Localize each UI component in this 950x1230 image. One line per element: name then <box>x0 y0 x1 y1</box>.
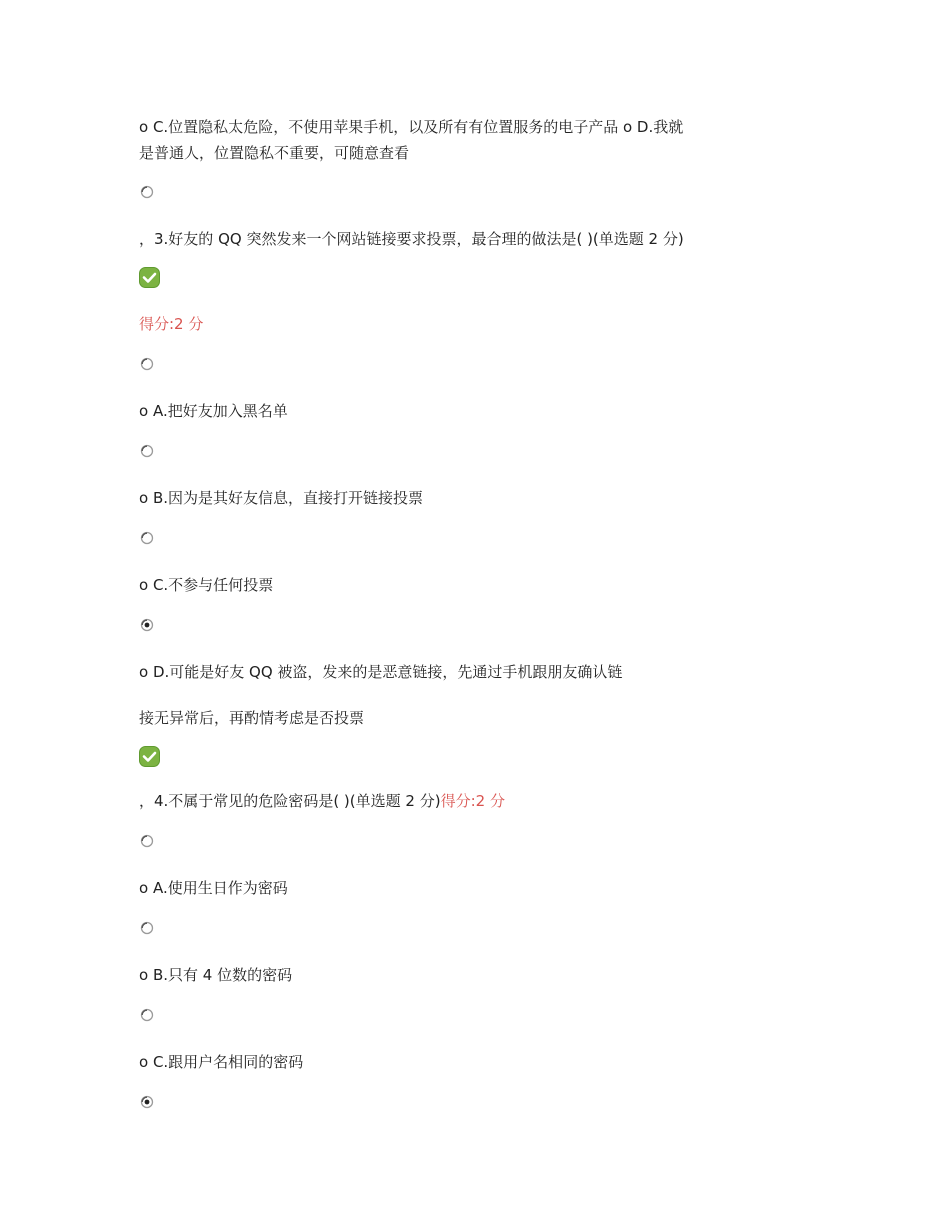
q4-option-c: o C.跟用户名相同的密码 <box>139 1053 304 1071</box>
q3-question: ，3.好友的 QQ 突然发来一个网站链接要求投票，最合理的做法是( )(单选题 2 分) <box>139 230 684 248</box>
radio-unselected-icon[interactable] <box>140 531 154 545</box>
correct-check-icon <box>139 267 160 288</box>
q4-option-b: o B.只有 4 位数的密码 <box>139 966 293 984</box>
q3-option-a: o A.把好友加入黑名单 <box>139 402 288 420</box>
q4-question: ，4.不属于常见的危险密码是( )(单选题 2 分) <box>139 792 441 810</box>
q3-option-b: o B.因为是其好友信息，直接打开链接投票 <box>139 489 424 507</box>
q4-question-line <box>139 791 505 811</box>
radio-unselected-icon[interactable] <box>140 444 154 458</box>
radio-selected-icon[interactable] <box>140 618 154 632</box>
q4-score: 得分:2 分 <box>440 792 505 810</box>
q3-score: 得分:2 分 <box>139 315 204 333</box>
correct-check-icon <box>139 746 160 767</box>
q2-option-c-d: o C.位置隐私太危险，不使用苹果手机，以及所有有位置服务的电子产品 o D.我就 <box>139 118 684 136</box>
radio-unselected-icon[interactable] <box>140 1008 154 1022</box>
radio-unselected-icon[interactable] <box>140 834 154 848</box>
q3-option-c: o C.不参与任何投票 <box>139 576 274 594</box>
radio-selected-icon[interactable] <box>140 1095 154 1109</box>
q4-option-a: o A.使用生日作为密码 <box>139 879 288 897</box>
radio-unselected-icon[interactable] <box>140 357 154 371</box>
q3-option-d: o D.可能是好友 QQ 被盗，发来的是恶意链接，先通过手机跟朋友确认链 <box>139 663 623 681</box>
q3-option-d-cont: 接无异常后，再酌情考虑是否投票 <box>139 709 365 727</box>
q2-option-d-cont: 是普通人，位置隐私不重要，可随意查看 <box>139 144 410 162</box>
radio-unselected-icon[interactable] <box>140 185 154 199</box>
radio-unselected-icon[interactable] <box>140 921 154 935</box>
